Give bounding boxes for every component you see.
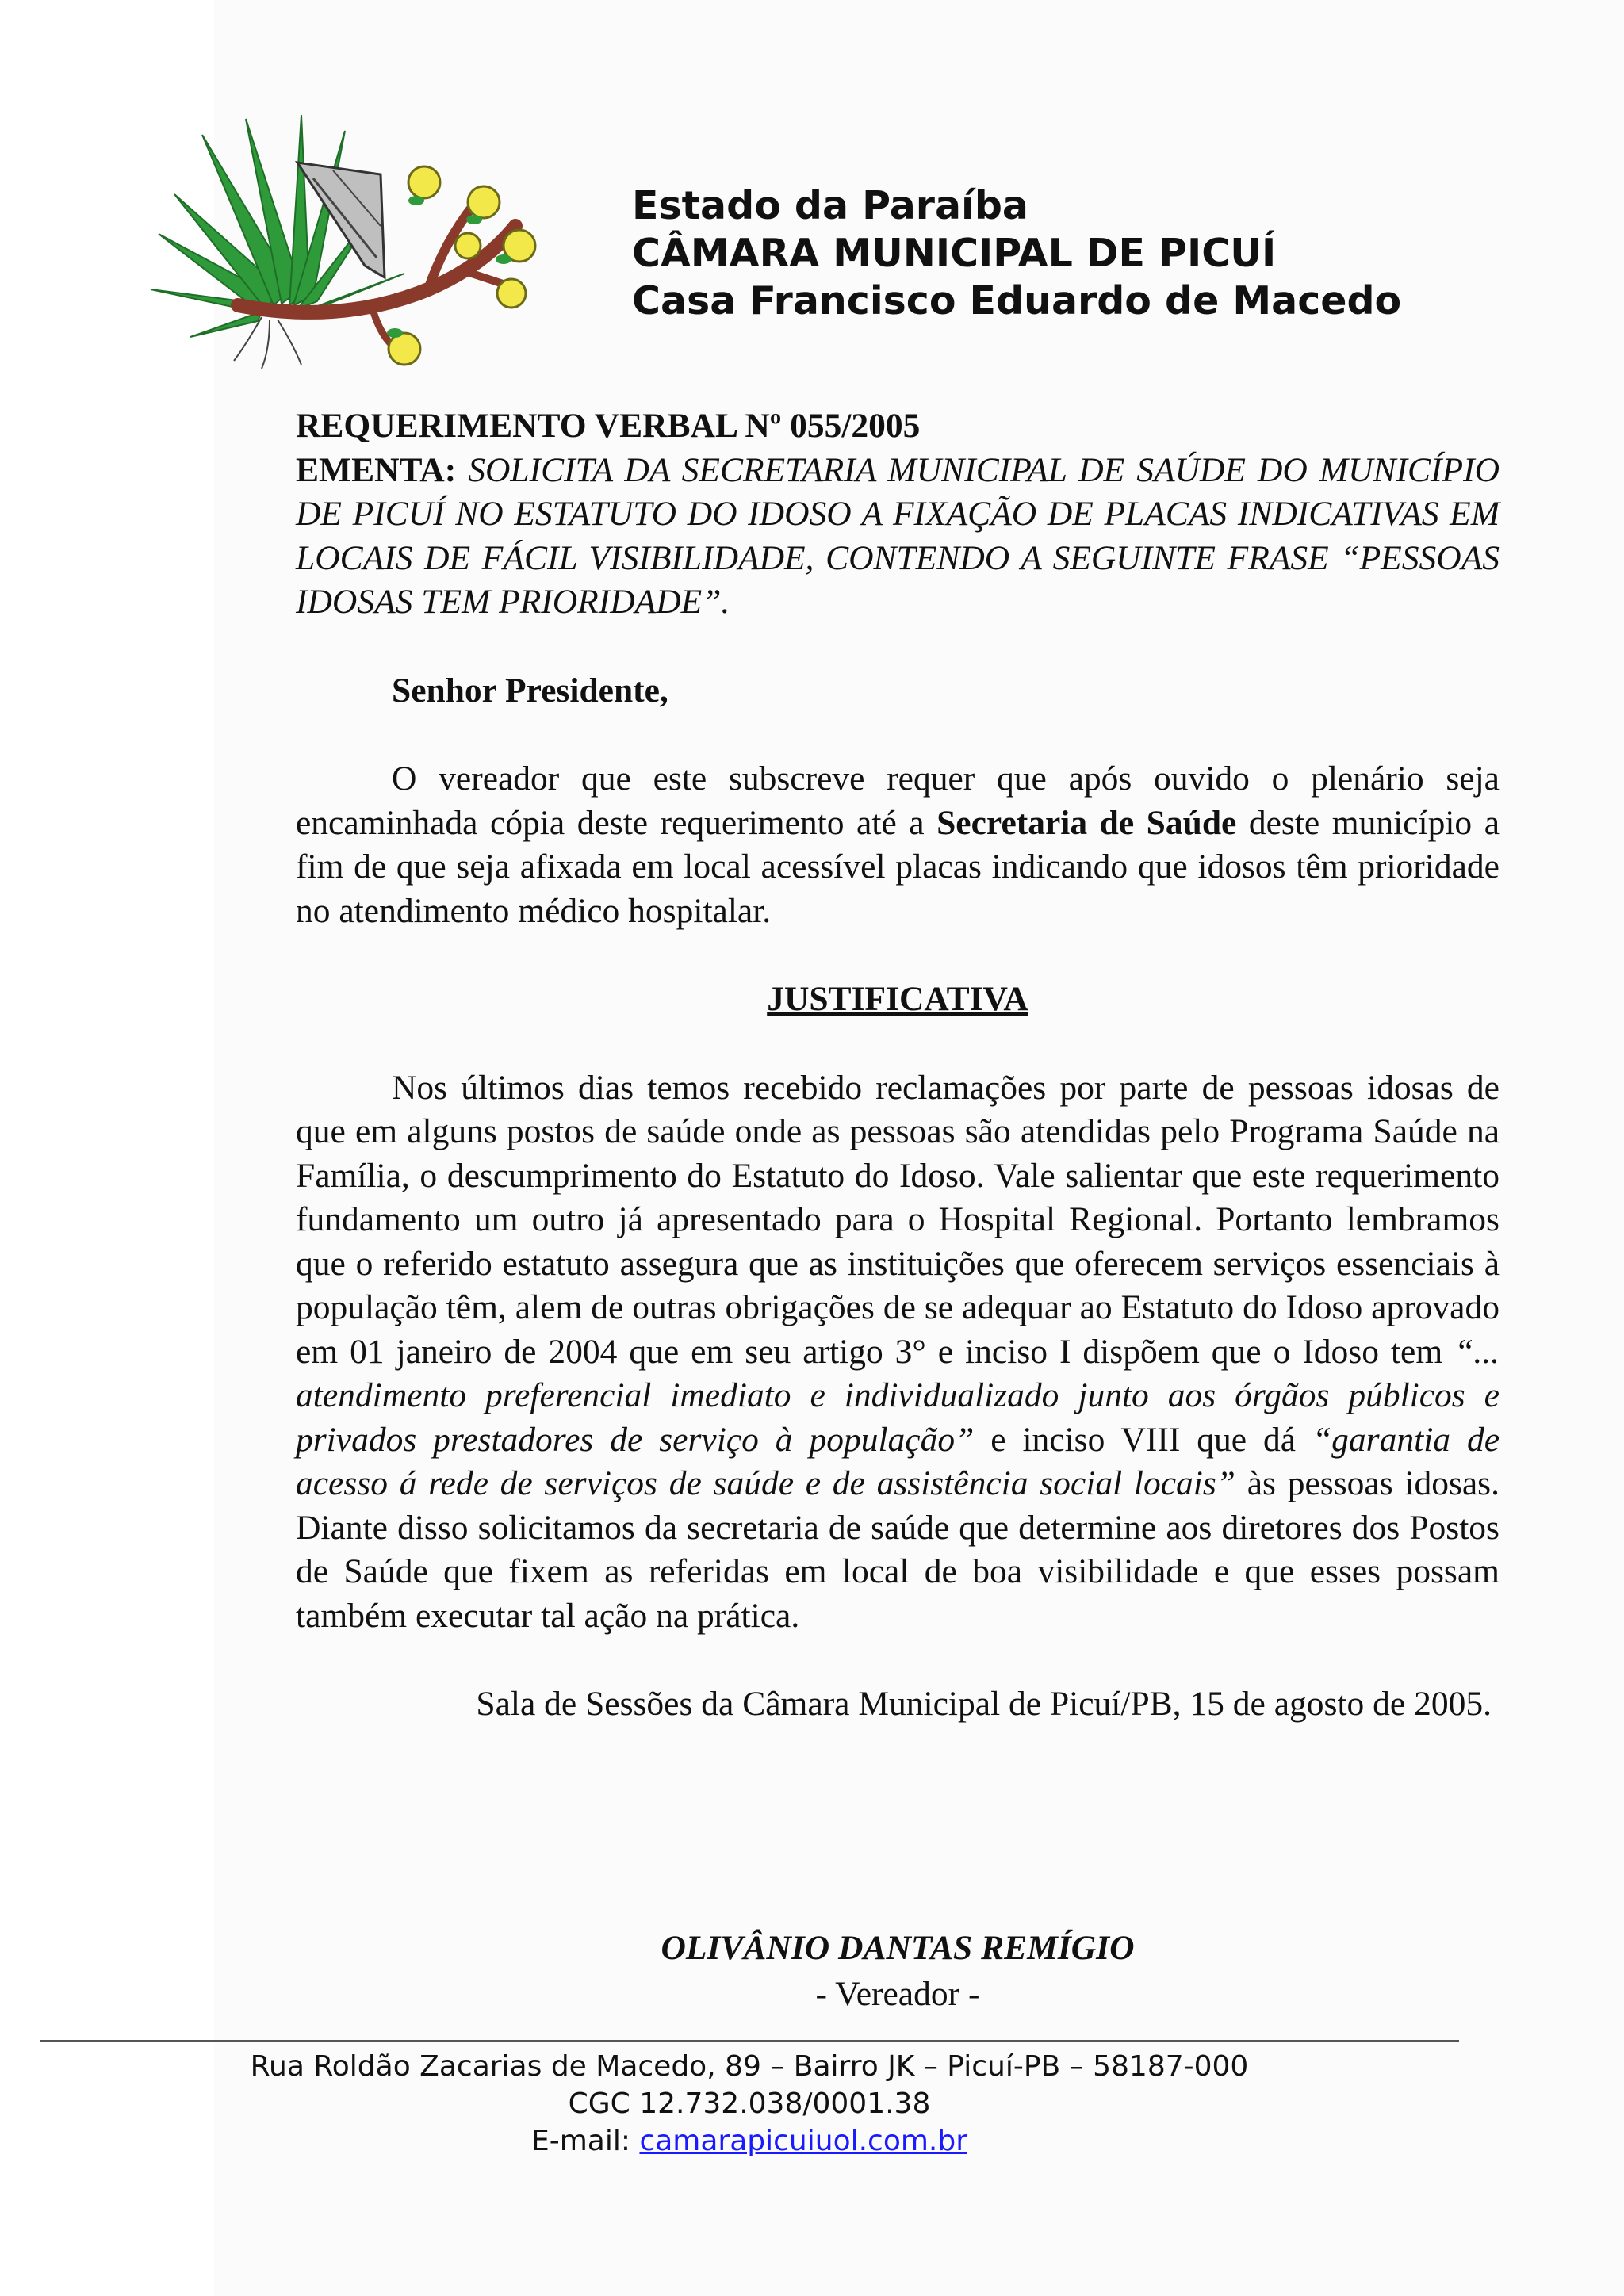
footer-email	[0, 2122, 1499, 2160]
signature-block	[296, 1925, 1500, 2017]
email-label: E-mail:	[530, 2125, 640, 2157]
chamber-name: CÂMARA MUNICIPAL DE PICUÍ	[632, 231, 1277, 276]
request-paragraph	[296, 757, 1500, 933]
footer	[0, 2048, 1499, 2160]
footer-cgc: CGC 12.732.038/0001.38	[568, 2087, 931, 2120]
request-text-part2: deste município a fim de que seja afixada em local acessível placas indicando que idosos têm prioridade no atendimento médico hospitalar.	[296, 803, 1500, 930]
justification-part3: às pessoas idosas. Diante disso solicitamos da secretaria de saúde que determine aos diretores dos Postos de Saúde que fixem as referidas em local de boa visibilidade e que esses possam também executar tal ação na prática.	[296, 1464, 1500, 1635]
ementa-label: EMENTA:	[296, 450, 457, 489]
house-name: Casa Francisco Eduardo de Macedo	[632, 278, 1402, 323]
signatory-name: OLIVÂNIO DANTAS REMÍGIO	[661, 1929, 1135, 1967]
footer-address: Rua Roldão Zacarias de Macedo, 89 – Bairro JK – Picuí-PB – 58187-000	[250, 2050, 1249, 2083]
municipal-emblem-icon	[143, 107, 539, 377]
justification-part1: Nos últimos dias temos recebido reclamações por parte de pessoas idosas de que em alguns postos de saúde onde as pessoas são atendidas pelo Programa Saúde na Família, o descumprimento do Estatuto do Idoso. Vale salientar que este requerimento fundamento um outro já apresentado para o Hospital Regional. Portanto lembramos que o referido estatuto assegura que as instituições que oferecem serviços essenciais à população têm, alem de outras obrigações de se adequar ao Estatuto do Idoso aprovado em 01 janeiro de 2004 que em seu artigo 3° e inciso I dispõem que o Idoso tem	[296, 1068, 1500, 1371]
footer-divider	[40, 2040, 1459, 2042]
closing-line: Sala de Sessões da Câmara Municipal de Picuí/PB, 15 de agosto de 2005.	[476, 1685, 1492, 1723]
state-name: Estado da Paraíba	[632, 183, 1028, 228]
ementa-text: SOLICITA DA SECRETARIA MUNICIPAL DE SAÚDE DO MUNICÍPIO DE PICUÍ NO ESTATUTO DO IDOSO A FIXAÇÃO DE PLACAS INDICATIVAS EM LOCAIS DE FÁCIL VISIBILIDADE, CONTENDO A SEGUINTE FRASE “PESSOAS IDOSAS TEM PRIORIDADE”.	[296, 450, 1500, 621]
document-body	[296, 404, 1500, 1727]
document-title: REQUERIMENTO VERBAL Nº 055/2005	[296, 407, 921, 445]
justification-paragraph	[296, 1066, 1500, 1639]
request-text-part1: O vereador que este subscreve requer que após ouvido o plenário seja encaminhada cópia deste requerimento até a	[296, 760, 1500, 842]
justification-part2: e inciso VIII que dá	[974, 1420, 1312, 1459]
request-text-bold: Secretaria de Saúde	[936, 803, 1237, 842]
justification-heading: JUSTIFICATIVA	[767, 980, 1028, 1018]
justification-quote2: “garantia de acesso á rede de serviços de saúde e de assistência social locais”	[296, 1420, 1500, 1502]
ementa	[296, 449, 1500, 625]
justification-quote1: “... atendimento preferencial imediato e individualizado junto aos órgãos públicos e privados prestadores de serviço à população”	[296, 1332, 1500, 1459]
greeting: Senhor Presidente,	[392, 671, 668, 710]
email-link[interactable]: camarapicuiuol.com.br	[639, 2125, 968, 2157]
letterhead	[632, 182, 1504, 325]
signatory-role: - Vereador -	[815, 1975, 980, 2013]
